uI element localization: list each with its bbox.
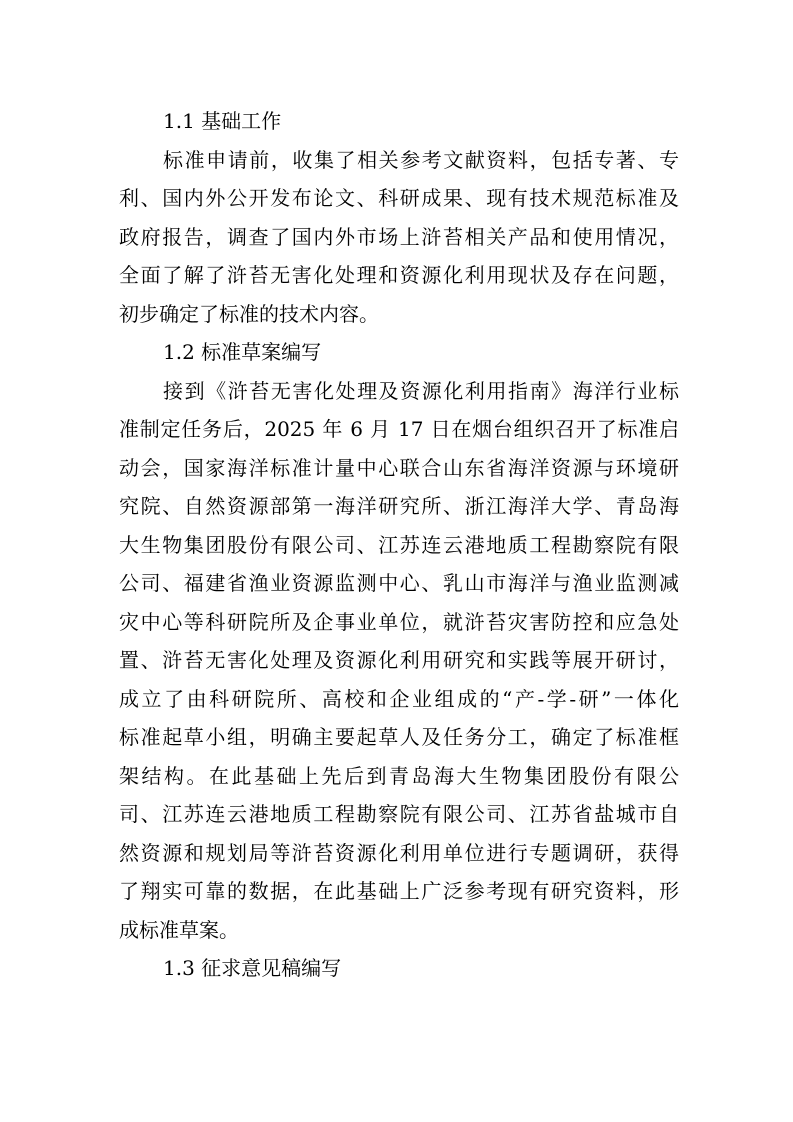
section-heading: 1.1 基础工作	[163, 109, 282, 133]
paragraph-line: 成立了由科研院所、高校和企业组成的“产-学-研”一体化	[119, 686, 679, 711]
document-body	[119, 102, 679, 988]
paragraph-line: 全面了解了浒苔无害化处理和资源化利用现状及存在问题，	[119, 263, 679, 287]
paragraph-line: 置、浒苔无害化处理及资源化利用研究和实践等展开研讨，	[119, 648, 679, 672]
paragraph-line: 初步确定了标准的技术内容。	[119, 301, 379, 326]
paragraph-line: 利、国内外公开发布论文、科研成果、现有技术规范标准及	[119, 186, 679, 210]
paragraph-line: 架结构。在此基础上先后到青岛海大生物集团股份有限公	[119, 763, 679, 788]
paragraph-line: 了翔实可靠的数据，在此基础上广泛参考现有研究资料，形	[119, 879, 679, 903]
section-heading: 1.3 征求意见稿编写	[163, 956, 342, 980]
paragraph-line: 究院、自然资源部第一海洋研究所、浙江海洋大学、青岛海	[119, 494, 679, 518]
paragraph-line: 标准起草小组，明确主要起草人及任务分工，确定了标准框	[119, 725, 679, 749]
paragraph-line: 准制定任务后，2025 年 6 月 17 日在烟台组织召开了标准启	[119, 417, 679, 441]
paragraph-line: 公司、福建省渔业资源监测中心、乳山市海洋与渔业监测减	[119, 571, 679, 595]
paragraph-line: 动会，国家海洋标准计量中心联合山东省海洋资源与环境研	[119, 455, 679, 480]
paragraph-line: 然资源和规划局等浒苔资源化利用单位进行专题调研，获得	[119, 840, 679, 865]
paragraph-line: 标准申请前，收集了相关参考文献资料，包括专著、专	[163, 147, 679, 172]
paragraph-line: 接到《浒苔无害化处理及资源化利用指南》海洋行业标	[163, 378, 679, 403]
section-heading: 1.2 标准草案编写	[163, 340, 322, 364]
paragraph-line: 大生物集团股份有限公司、江苏连云港地质工程勘察院有限	[119, 532, 679, 557]
paragraph-line: 司、江苏连云港地质工程勘察院有限公司、江苏省盐城市自	[119, 802, 679, 826]
paragraph-line: 成标准草案。	[119, 917, 239, 942]
paragraph-line: 灾中心等科研院所及企事业单位，就浒苔灾害防控和应急处	[119, 609, 679, 634]
paragraph-line: 政府报告，调查了国内外市场上浒苔相关产品和使用情况，	[119, 224, 679, 249]
